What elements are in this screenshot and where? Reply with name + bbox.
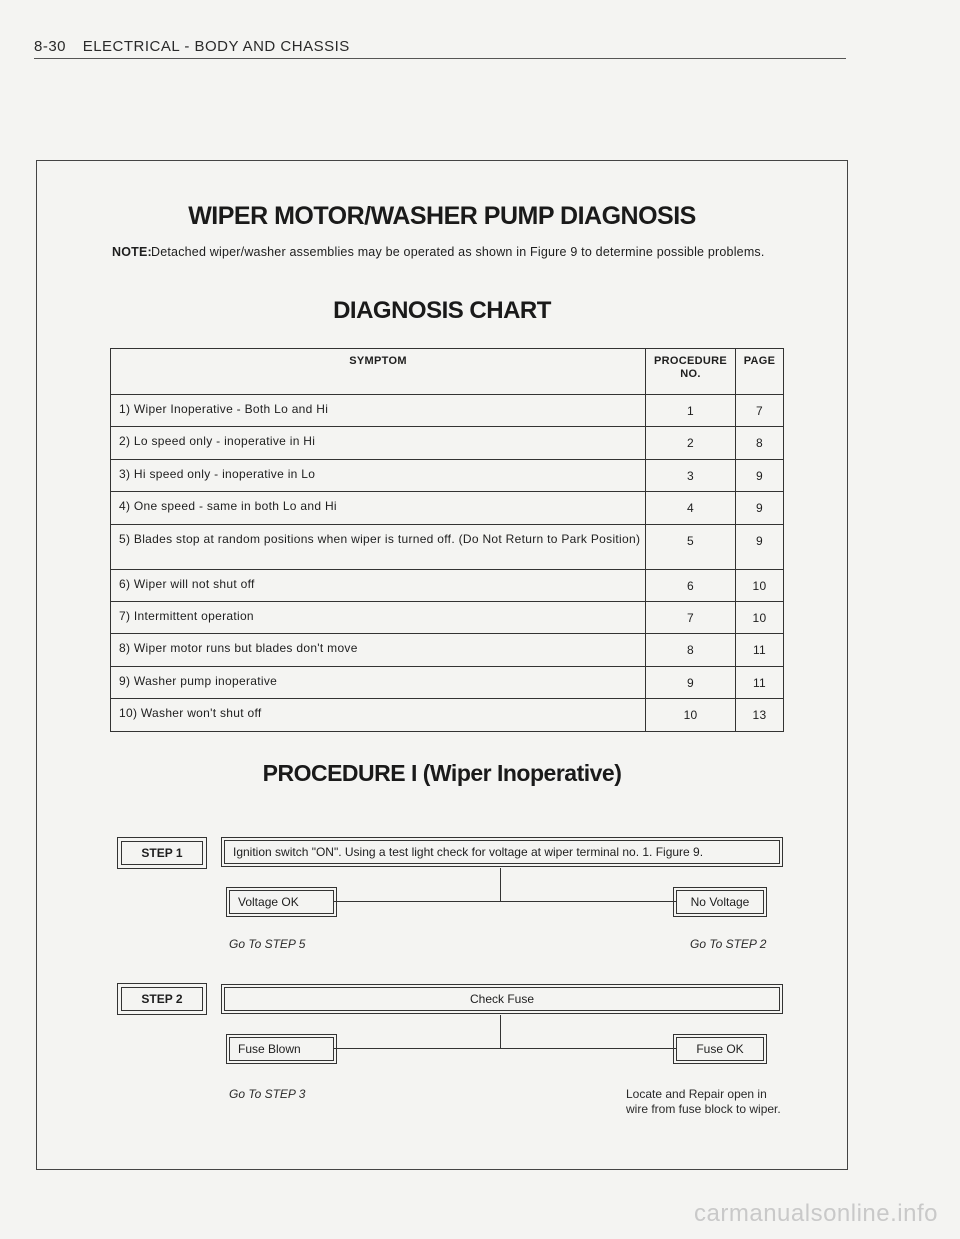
table-row (111, 569, 784, 601)
table-row (111, 492, 784, 524)
symptom-cell: 10) Washer won't shut off (111, 699, 646, 732)
header-page: PAGE (736, 349, 784, 395)
note (112, 245, 792, 260)
step-1-connector-down (500, 868, 501, 902)
step-2-connector-down (500, 1015, 501, 1049)
step-2-instruction-box: Check Fuse (224, 987, 780, 1011)
chart-title: DIAGNOSIS CHART (333, 297, 551, 324)
step-1-connector-horizontal (333, 901, 676, 902)
page-cell: 13 (736, 699, 784, 732)
procedure-cell: 9 (646, 666, 736, 698)
section-title: ELECTRICAL - BODY AND CHASSIS (82, 38, 350, 55)
procedure-cell: 8 (646, 634, 736, 666)
procedure-cell: 10 (646, 699, 736, 732)
table-row (111, 427, 784, 459)
step-2-left-goto: Go To STEP 3 (229, 1087, 306, 1101)
table-row (111, 459, 784, 491)
watermark: carmanualsonline.info (694, 1200, 938, 1227)
table-header-row (111, 349, 784, 395)
procedure-cell: 3 (646, 459, 736, 491)
symptom-cell: 5) Blades stop at random positions when wiper is turned off. (Do Not Return to Park Position) (111, 524, 646, 569)
symptom-cell: 9) Washer pump inoperative (111, 666, 646, 698)
symptom-cell: 3) Hi speed only - inoperative in Lo (111, 459, 646, 491)
procedure-cell: 7 (646, 602, 736, 634)
page-header (34, 38, 846, 55)
symptom-cell: 2) Lo speed only - inoperative in Hi (111, 427, 646, 459)
page-cell: 9 (736, 492, 784, 524)
symptom-cell: 7) Intermittent operation (111, 602, 646, 634)
table-row (111, 395, 784, 427)
page-cell: 9 (736, 524, 784, 569)
note-label: NOTE: (112, 245, 152, 259)
page-cell: 7 (736, 395, 784, 427)
page-number: 8-30 (34, 38, 67, 55)
page-cell: 10 (736, 569, 784, 601)
symptom-cell: 1) Wiper Inoperative - Both Lo and Hi (111, 395, 646, 427)
symptom-cell: 4) One speed - same in both Lo and Hi (111, 492, 646, 524)
page-cell: 9 (736, 459, 784, 491)
table-row (111, 602, 784, 634)
page-cell: 11 (736, 666, 784, 698)
procedure-cell: 4 (646, 492, 736, 524)
fuse-blown-box: Fuse Blown (229, 1037, 334, 1061)
no-voltage-box: No Voltage (676, 890, 764, 914)
page-cell: 11 (736, 634, 784, 666)
table-row (111, 634, 784, 666)
step-1-left-goto: Go To STEP 5 (229, 937, 306, 951)
procedure-cell: 2 (646, 427, 736, 459)
step-1-label: STEP 1 (121, 841, 203, 865)
header-rule (34, 58, 846, 59)
step-1-right-goto: Go To STEP 2 (690, 937, 767, 951)
step-2-label: STEP 2 (121, 987, 203, 1011)
procedure-cell: 1 (646, 395, 736, 427)
page-title: WIPER MOTOR/WASHER PUMP DIAGNOSIS (188, 202, 696, 230)
step-2-connector-horizontal (333, 1048, 676, 1049)
note-text: Detached wiper/washer assemblies may be operated as shown in Figure 9 to determine possible problems. (151, 245, 765, 259)
procedure-title: PROCEDURE I (Wiper Inoperative) (262, 760, 622, 786)
header-symptom: SYMPTOM (111, 349, 646, 395)
procedure-cell: 5 (646, 524, 736, 569)
page-cell: 10 (736, 602, 784, 634)
symptom-cell: 8) Wiper motor runs but blades don't move (111, 634, 646, 666)
symptom-cell: 6) Wiper will not shut off (111, 569, 646, 601)
table-row (111, 699, 784, 732)
table-row (111, 666, 784, 698)
diagnosis-table (110, 348, 784, 732)
table-row (111, 524, 784, 569)
page-cell: 8 (736, 427, 784, 459)
voltage-ok-box: Voltage OK (229, 890, 334, 914)
procedure-cell: 6 (646, 569, 736, 601)
step-2-right-action: Locate and Repair open in wire from fuse block to wiper. (626, 1087, 781, 1116)
header-procedure: PROCEDURE NO. (646, 349, 736, 395)
step-1-instruction-box: Ignition switch "ON". Using a test light check for voltage at wiper terminal no. 1. Figure 9. (224, 840, 780, 864)
fuse-ok-box: Fuse OK (676, 1037, 764, 1061)
